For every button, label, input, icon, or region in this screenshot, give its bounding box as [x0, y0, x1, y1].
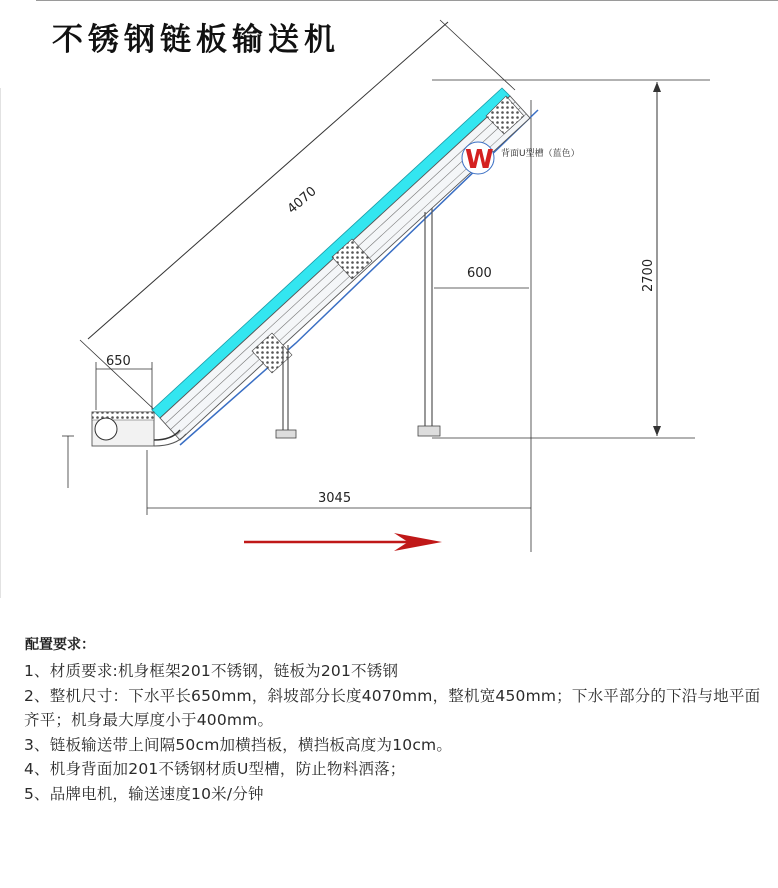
support-offset-dimension — [434, 266, 529, 288]
direction-arrow — [244, 533, 442, 551]
spec-list — [24, 659, 769, 806]
total-length-label: 3045 — [318, 491, 352, 506]
conveyor-belt — [152, 88, 510, 418]
brand-logo-letter: W — [465, 145, 494, 175]
spec-item: 4、机身背面加201不锈钢材质U型槽，防止物料洒落； — [24, 760, 406, 778]
support-leg-right — [418, 208, 440, 436]
lower-horizontal-label: 650 — [106, 354, 131, 369]
spec-item: 1、材质要求:机身框架201不锈钢，链板为201不锈钢 — [24, 662, 399, 680]
incline-length-label: 4070 — [284, 183, 320, 218]
page-title: 不锈钢链板输送机 — [52, 22, 340, 58]
spec-item: 3、链板输送带上间隔50cm加横挡板，横挡板高度为10cm。 — [24, 735, 453, 754]
spec-heading: 配置要求： — [25, 637, 95, 653]
u-channel-callout: 背面U型槽（蓝色） — [501, 149, 580, 159]
spec-item: 2、整机尺寸：下水平长650mm，斜坡部分长度4070mm，整机宽450mm；下水平部分的下沿与地平面齐平；机身最大厚度小于400mm。 — [24, 686, 761, 729]
total-length-dimension — [147, 450, 531, 515]
incline-dimension — [80, 20, 515, 415]
support-offset-label: 600 — [467, 266, 492, 281]
spec-item: 5、品牌电机，输送速度10米/分钟 — [24, 784, 264, 803]
height-label: 2700 — [641, 258, 656, 292]
base-height-marker — [62, 436, 74, 488]
brand-logo — [462, 142, 494, 175]
